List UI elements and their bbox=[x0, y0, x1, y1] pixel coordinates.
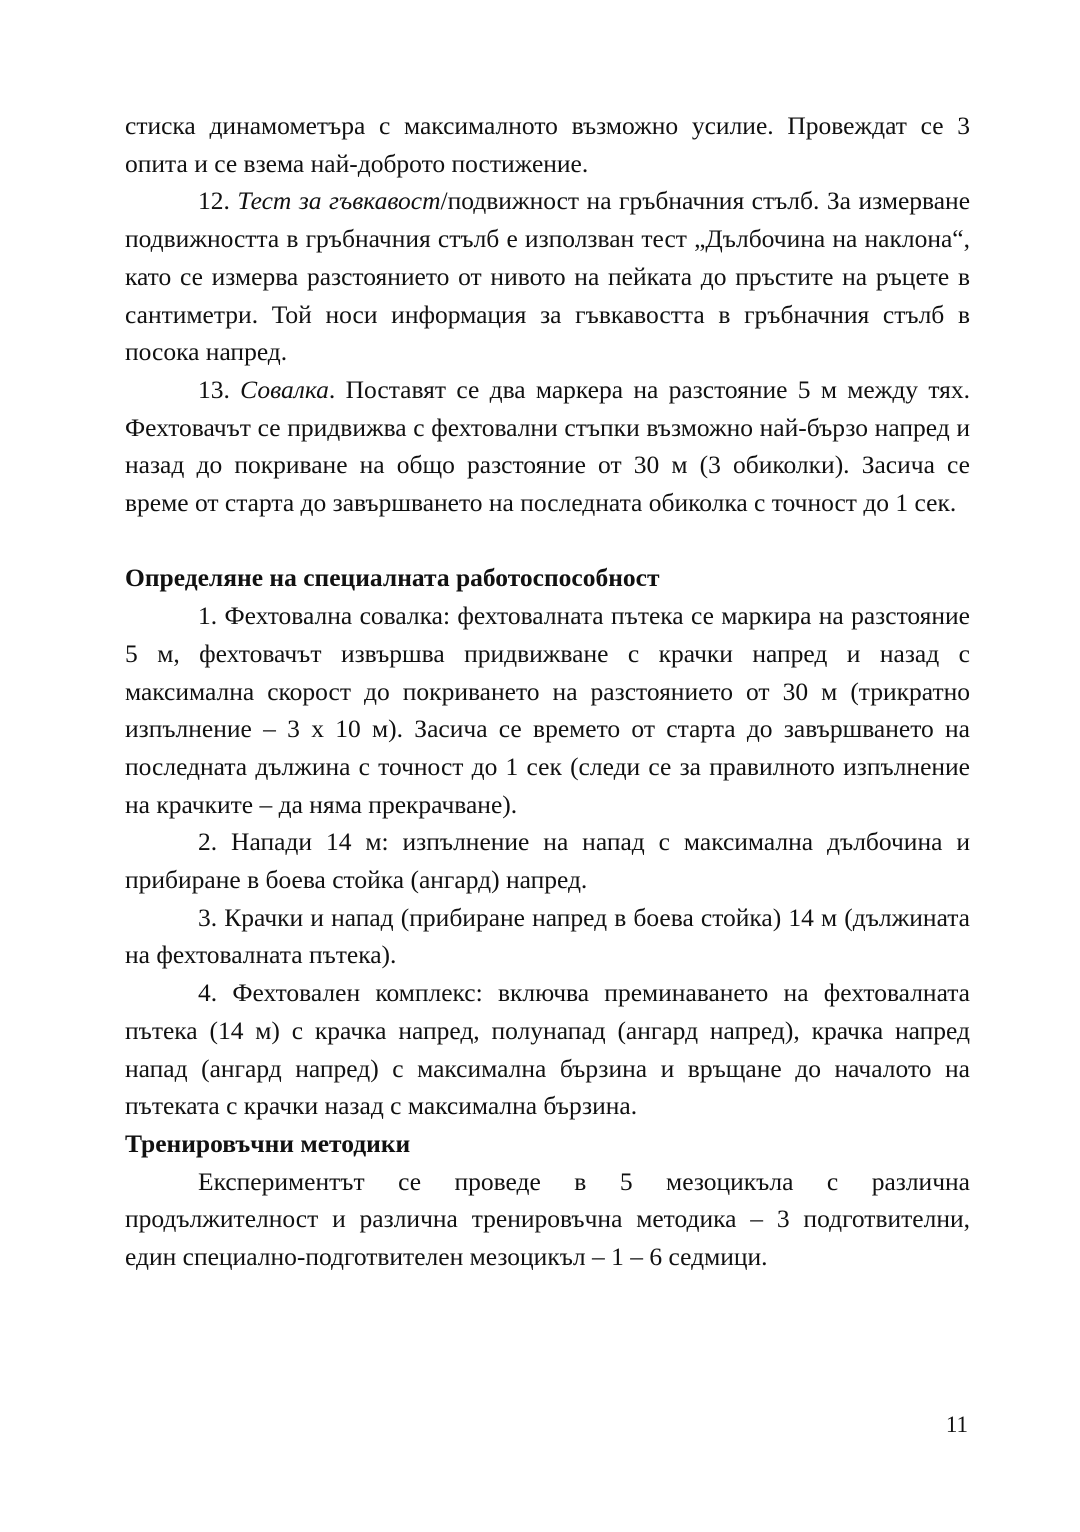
test-title: Совалка bbox=[240, 374, 329, 404]
training-methods-paragraph: Експериментът се проведе в 5 мезоцикъла с различна продължителност и различна тренировъчна методика – 3 подготвителни, един специално-подготвителен мезоцикъл – 1 – 6 седмици. bbox=[125, 1166, 970, 1272]
special-item-3: 3. Крачки и напад (прибиране напред в боева стойка) 14 м (дължината на фехтовалната пътека). bbox=[125, 902, 970, 970]
item-number: 12. bbox=[198, 186, 238, 216]
test-12-paragraph bbox=[125, 182, 970, 371]
test-description: /подвижност на гръбначния стълб. За измерване подвижността в гръбначния стълб е използван тест „Дълбочина на наклона“, като се измерва разстоянието от нивото на пейката до пръстите на ръцете в сантиметри. Той носи информация за гъвкавостта в гръбначния стълб в посока напред. bbox=[125, 186, 971, 367]
special-item-4: 4. Фехтовален комплекс: включва преминаването на фехтовалната пътека (14 м) с крачка напред, полунапад (ангард напред), крачка напред напад (ангард напред) с максимална бързина и връщане до началото на пътеката с крачки назад с максимална бързина. bbox=[125, 978, 970, 1121]
page-number: 11 bbox=[945, 1412, 968, 1437]
test-title: Тест за гъвкавост bbox=[237, 186, 441, 216]
document-body bbox=[125, 107, 970, 1276]
intro-paragraph: стиска динамометъра с максималното възможно усилие. Провеждат се 3 опита и се взема най-доброто постижение. bbox=[125, 111, 970, 178]
item-number: 13. bbox=[198, 374, 241, 404]
section-spacer bbox=[125, 522, 970, 560]
test-description: . Поставят се два маркера на разстояние 5 м между тях. Фехтовачът се придвижва с фехтовални стъпки възможно най-бързо напред и назад до покриване на общо разстояние от 30 м (3 обиколки). Засича се време от старта до завършването на последната обиколка с точност до 1 сек. bbox=[125, 374, 971, 518]
special-item-1: 1. Фехтовална совалка: фехтовалната пътека се маркира на разстояние 5 м, фехтовачът извършва придвижване с крачки напред и назад с максимална скорост до покриването на разстоянието от 30 м (трикратно изпълнение – 3 х 10 м). Засича се времето от старта до завършването на последната дължина с точност до 1 сек (следи се за правилното изпълнение на крачките – да няма прекрачване). bbox=[125, 601, 970, 819]
section-heading-training-methods: Тренировъчни методики bbox=[125, 1128, 411, 1158]
section-heading-special-capacity: Определяне на специалната работоспособност bbox=[125, 563, 660, 593]
test-13-paragraph bbox=[125, 371, 970, 522]
special-item-2: 2. Напади 14 м: изпълнение на напад с максимална дълбочина и прибиране в боева стойка (ангард) напред. bbox=[125, 827, 970, 895]
